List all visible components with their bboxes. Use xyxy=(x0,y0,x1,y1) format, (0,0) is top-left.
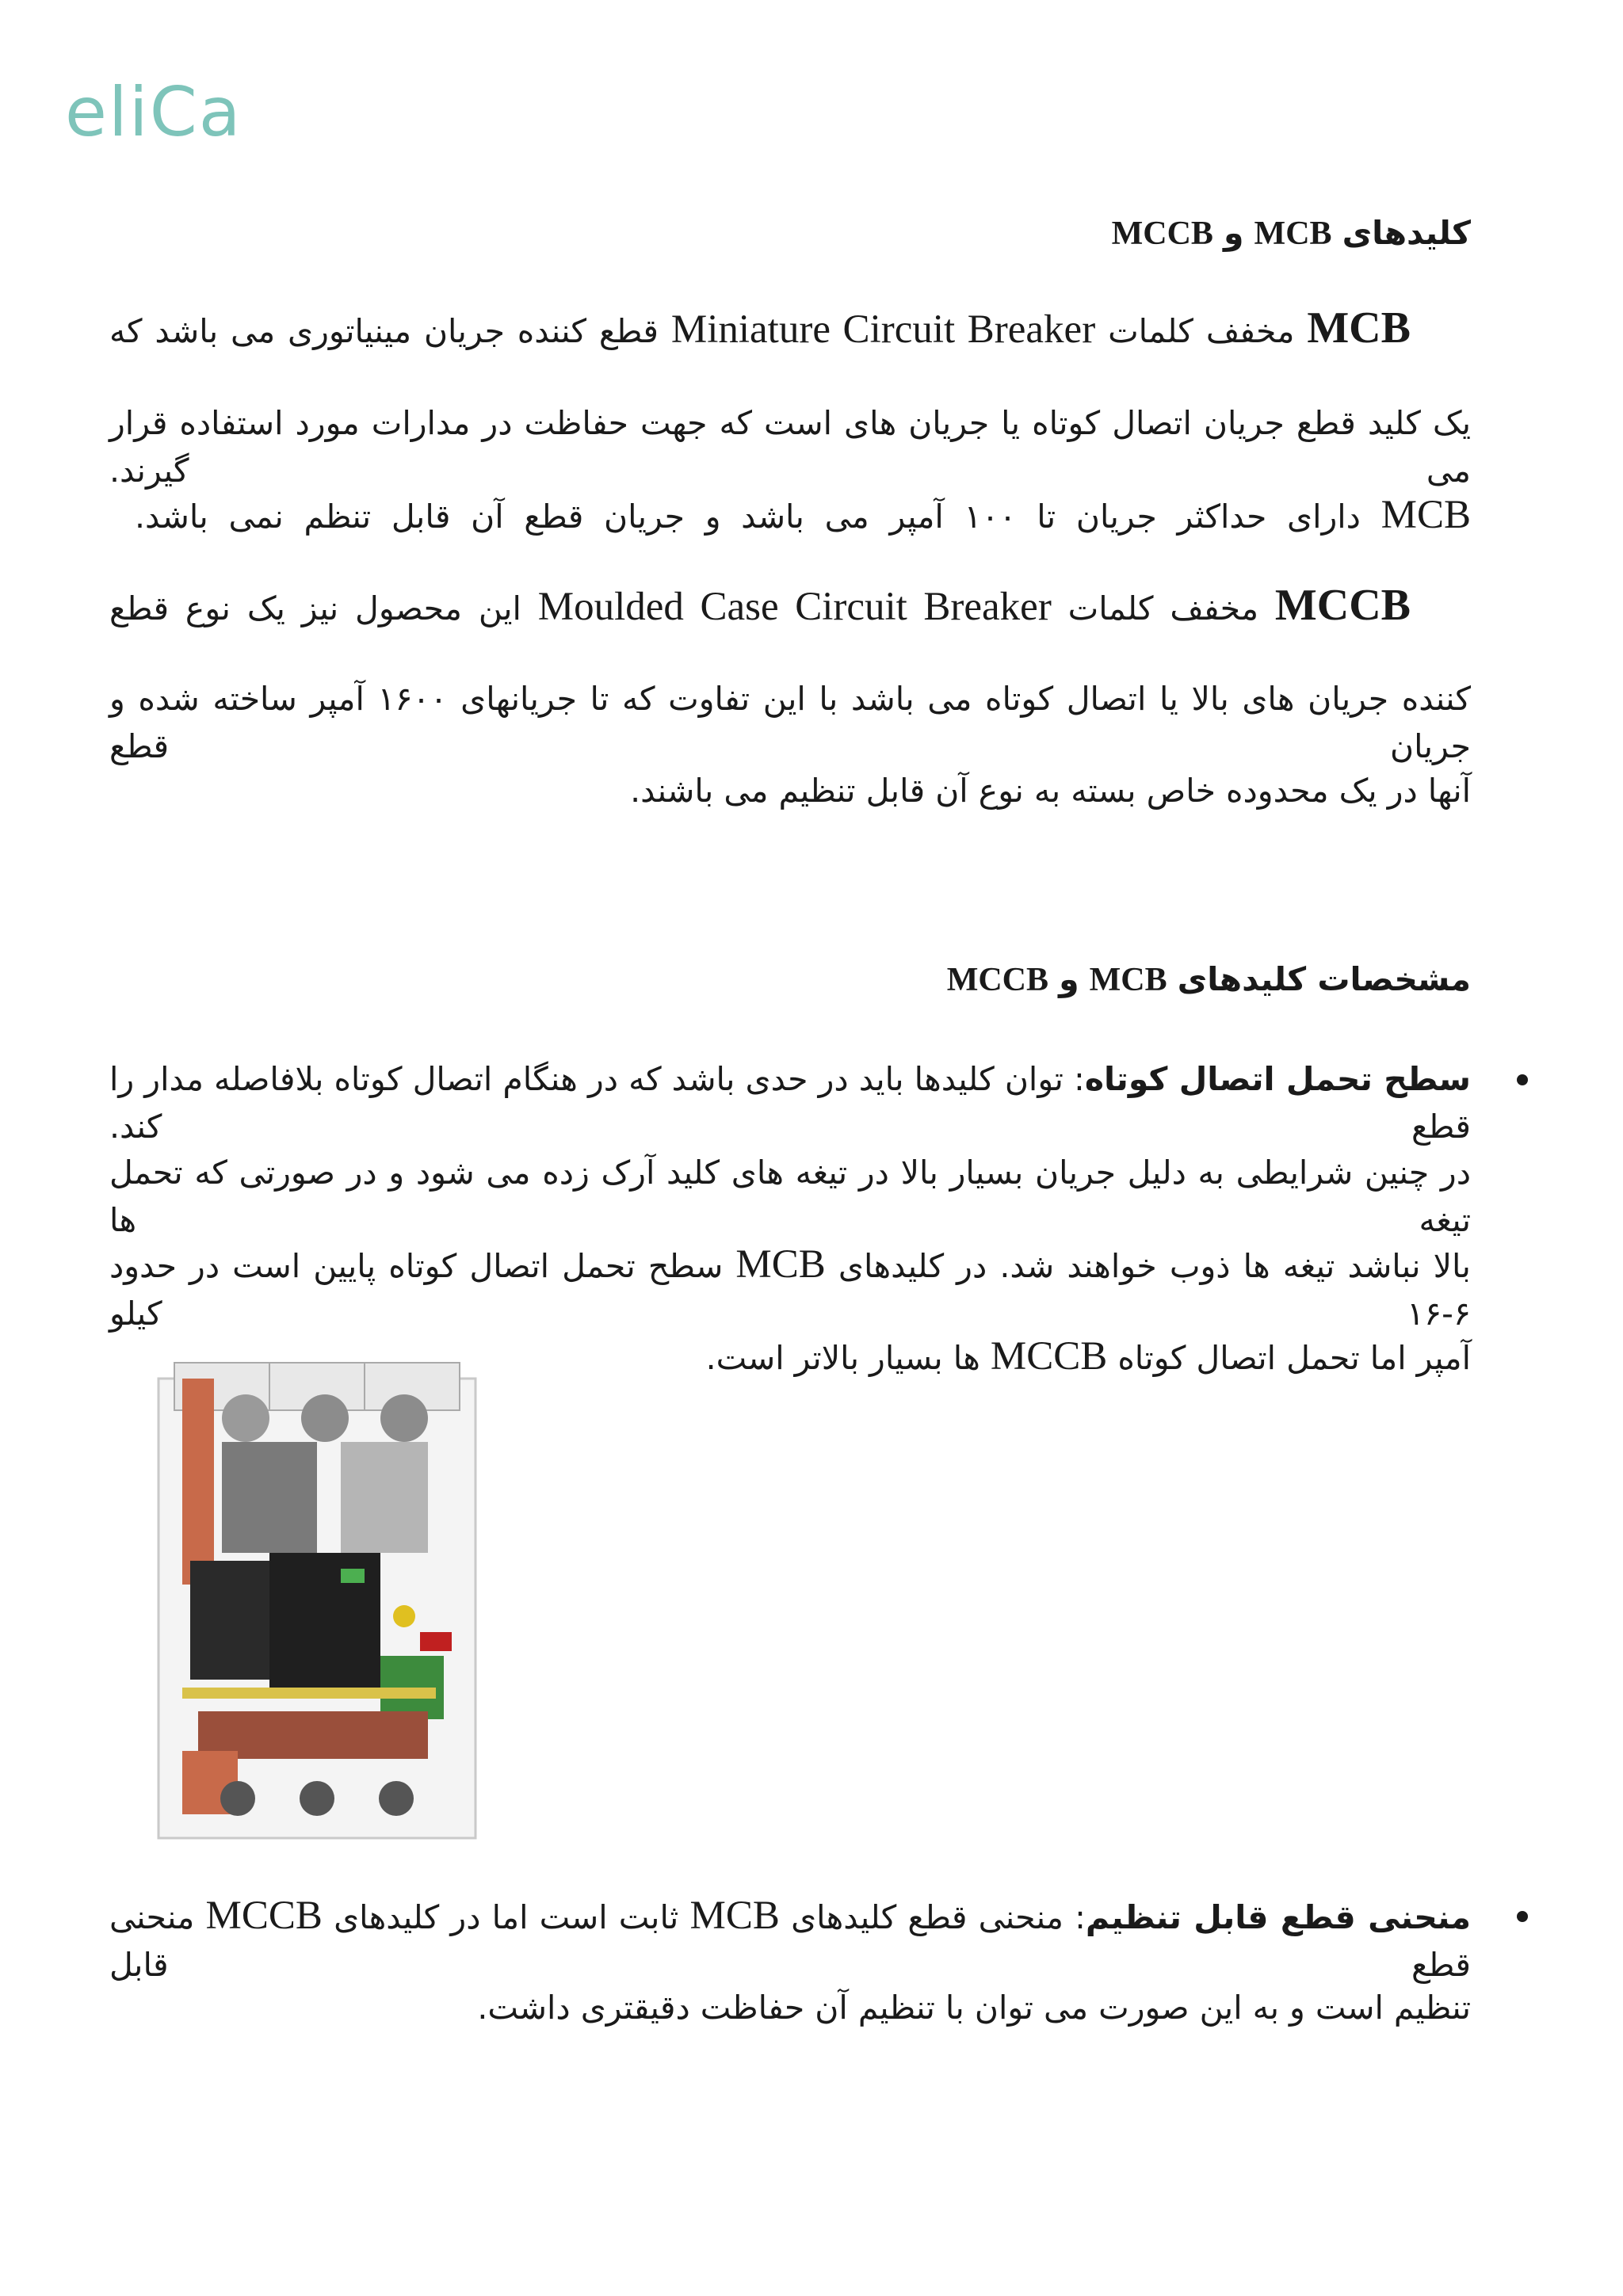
heading-mcb-mccb: کلیدهای MCB و MCCB xyxy=(1111,214,1471,252)
paragraph-mcb-line1: MCB مخفف کلمات Miniature Circuit Breaker قطع کننده جریان مینیاتوری می باشد که xyxy=(109,303,1411,353)
paragraph-mcb-line3: MCB دارای حداکثر جریان تا ۱۰۰ آمپر می باشد و جریان قطع آن قابل تنظم نمی باشد. xyxy=(135,493,1471,537)
paragraph-mccb-line1: MCCB مخفف کلمات Moulded Case Circuit Breaker این محصول نیز یک نوع قطع xyxy=(109,581,1411,630)
bullet-short-circuit-line1: سطح تحمل اتصال کوتاه: توان کلیدها باید در حدی باشد که در هنگام اتصال کوتاه بلافاصله مدار را قطع کند. xyxy=(109,1055,1471,1150)
bullet-dot xyxy=(1517,1911,1528,1922)
bullet-dot xyxy=(1517,1074,1528,1085)
paragraph-mccb-line2: کننده جریان های بالا یا اتصال کوتاه می باشد با این تفاوت که تا جریانهای ۱۶۰۰ آمپر ساخته شده و جریان قطع xyxy=(109,680,1471,765)
bullet-short-circuit-line3: بالا نباشد تیغه ها ذوب خواهند شد. در کلیدهای MCB سطح تحمل اتصال کوتاه پایین است در حدود ۶-۱۶ کیلو xyxy=(109,1242,1471,1333)
mccb-cutaway-image xyxy=(151,1355,483,1846)
bullet-adjustable-curve-line2: تنظیم است و به این صورت می توان با تنظیم آن حفاظت دقیقتری داشت. xyxy=(477,1989,1471,2027)
bullet-short-circuit-line2: در چنین شرایطی به دلیل جریان بسیار بالا در تیغه های کلید آرک زده می شود و در صورتی که تحمل تیغه ها xyxy=(109,1154,1471,1239)
bullet-adjustable-curve-line1: منحنی قطع قابل تنظیم: منحنی قطع کلیدهای MCB ثابت است اما در کلیدهای MCCB منحنی قطع قابل xyxy=(109,1892,1471,1989)
paragraph-mcb-line2: یک کلید قطع جریان اتصال کوتاه یا جریان های است که جهت حفاظت در مدارات مورد استفاده قرار می گیرند. xyxy=(109,404,1471,490)
company-logo: eliCa xyxy=(65,73,242,152)
paragraph-mccb-line3: آنها در یک محدوده خاص بسته به نوع آن قابل تنظیم می باشند. xyxy=(630,772,1471,810)
bullet-short-circuit-line4: آمپر اما تحمل اتصال کوتاه MCCB ها بسیار بالاتر است. xyxy=(705,1334,1471,1379)
heading-specifications: مشخصات کلیدهای MCB و MCCB xyxy=(946,960,1471,998)
